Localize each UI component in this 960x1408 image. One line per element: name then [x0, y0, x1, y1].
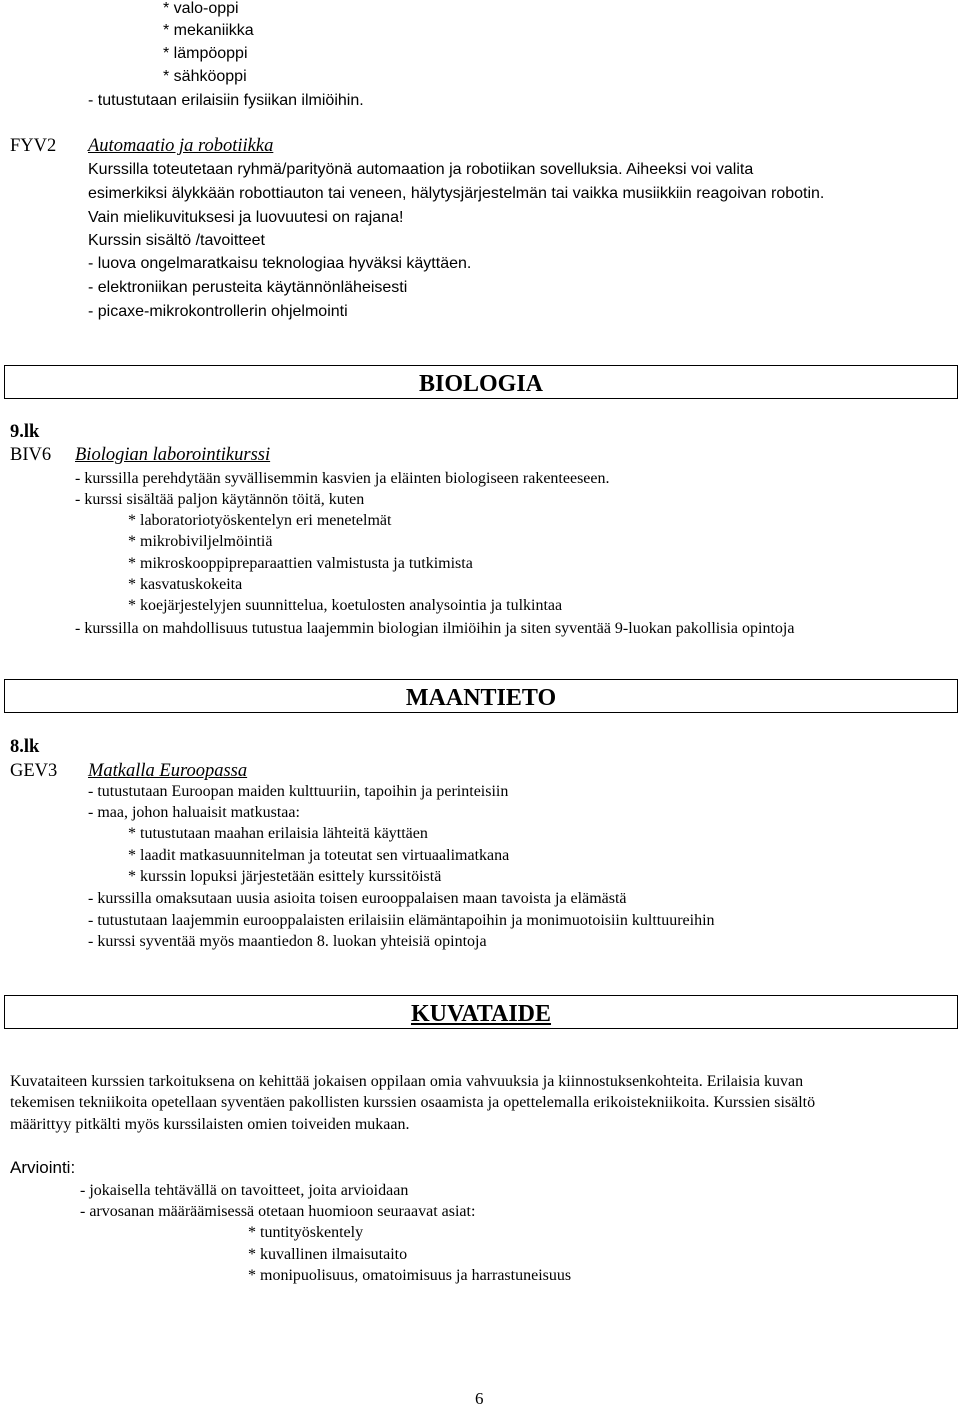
fyv1-topic-sahkooppi: * sähköoppi	[163, 68, 247, 85]
section-header-kuvataide	[4, 995, 958, 1029]
biv6-bullet: * kasvatuskokeita	[128, 576, 243, 593]
biv6-closing-line: - kurssilla on mahdollisuus tutustua laajemmin biologian ilmiöihin ja siten syventää 9-luokan pakollisia opintoja	[75, 620, 795, 637]
section-header-maantieto	[4, 679, 958, 713]
course-title-gev3: Matkalla Euroopassa	[88, 761, 248, 781]
fyv2-line: Kurssin sisältö /tavoitteet	[88, 232, 265, 249]
arviointi-line: - arvosanan määräämisessä otetaan huomioon seuraavat asiat:	[80, 1203, 476, 1220]
fyv1-goal-line: - tutustutaan erilaisiin fysiikan ilmiöihin.	[88, 92, 364, 109]
course-code-biv6: BIV6	[10, 445, 52, 465]
arviointi-bullet: * tuntityöskentely	[248, 1224, 364, 1241]
section-title-biologia: BIOLOGIA	[418, 371, 544, 397]
fyv1-topic-valo-oppi: * valo-oppi	[163, 0, 239, 17]
section-header-biologia	[4, 365, 958, 399]
grade-label: 8.lk	[10, 737, 40, 757]
gev3-line: - kurssilla omaksutaan uusia asioita toisen eurooppalaisen maan tavoista ja elämästä	[88, 890, 627, 907]
biv6-bullet: * koejärjestelyjen suunnittelua, koetulosten analysointia ja tulkintaa	[128, 597, 563, 614]
page-number: 6	[475, 1389, 484, 1408]
gev3-line: - maa, johon haluaisit matkustaa:	[88, 804, 300, 821]
fyv2-line: Vain mielikuvituksesi ja luovuutesi on rajana!	[88, 209, 404, 226]
kuvataide-intro-line: määrittyy pitkälti myös kurssilaisten omien toiveiden mukaan.	[10, 1116, 410, 1133]
fyv1-topic-lampooppi: * lämpöoppi	[163, 45, 248, 62]
kuvataide-intro-line: tekemisen tekniikoita opetellaan syventäen pakollisten kurssien osaamista ja opettelemalla erikoistekniikoita. Kurssien sisältö	[10, 1094, 816, 1111]
biv6-bullet: * mikrobiviljelmöintiä	[128, 533, 273, 550]
course-title-biv6: Biologian laborointikurssi	[75, 445, 271, 465]
biv6-bullet: * laboratoriotyöskentelyn eri menetelmät	[128, 512, 392, 529]
fyv2-line: - luova ongelmaratkaisu teknologiaa hyväksi käyttäen.	[88, 255, 472, 272]
arviointi-bullet: * kuvallinen ilmaisutaito	[248, 1246, 408, 1263]
course-title-fyv2: Automaatio ja robotiikka	[88, 136, 274, 156]
fyv2-line: - elektroniikan perusteita käytännönläheisesti	[88, 279, 408, 296]
biv6-bullet: * mikroskooppipreparaattien valmistusta ja tutkimista	[128, 555, 473, 572]
biv6-line: - kurssi sisältää paljon käytännön töitä, kuten	[75, 491, 365, 508]
fyv2-line: esimerkiksi älykkään robottiauton tai veneen, hälytysjärjestelmän tai vaikka musiikkiin reagoivan robotin.	[88, 185, 825, 202]
course-code-gev3: GEV3	[10, 761, 58, 781]
gev3-line: - tutustutaan laajemmin eurooppalaisten erilaisiin elämäntapoihin ja monimuotoisiin kulttuureihin	[88, 912, 715, 929]
gev3-bullet: * kurssin lopuksi järjestetään esittely kurssitöistä	[128, 868, 442, 885]
fyv1-topic-mekaniikka: * mekaniikka	[163, 22, 254, 39]
gev3-line: - tutustutaan Euroopan maiden kulttuuriin, tapoihin ja perinteisiin	[88, 783, 509, 800]
fyv2-line: Kurssilla toteutetaan ryhmä/parityönä automaation ja robotiikan sovelluksia. Aiheeksi voi valita	[88, 161, 754, 178]
arviointi-bullet: * monipuolisuus, omatoimisuus ja harrastuneisuus	[248, 1267, 572, 1284]
arviointi-label: Arviointi:	[10, 1158, 76, 1177]
fyv2-line: - picaxe-mikrokontrollerin ohjelmointi	[88, 303, 348, 320]
section-title-maantieto: MAANTIETO	[405, 685, 557, 711]
gev3-bullet: * tutustutaan maahan erilaisia lähteitä käyttäen	[128, 825, 428, 842]
grade-label: 9.lk	[10, 422, 40, 442]
course-code-fyv2: FYV2	[10, 136, 57, 156]
gev3-line: - kurssi syventää myös maantiedon 8. luokan yhteisiä opintoja	[88, 933, 487, 950]
biv6-line: - kurssilla perehdytään syvällisemmin kasvien ja eläinten biologiseen rakenteeseen.	[75, 470, 610, 487]
section-title-kuvataide: KUVATAIDE	[410, 1001, 552, 1027]
arviointi-line: - jokaisella tehtävällä on tavoitteet, joita arvioidaan	[80, 1182, 409, 1199]
kuvataide-intro-line: Kuvataiteen kurssien tarkoituksena on kehittää jokaisen oppilaan omia vahvuuksia ja kiinnostuksenkohteita. Erilaisia kuvan	[10, 1073, 804, 1090]
gev3-bullet: * laadit matkasuunnitelman ja toteutat sen virtuaalimatkana	[128, 847, 510, 864]
